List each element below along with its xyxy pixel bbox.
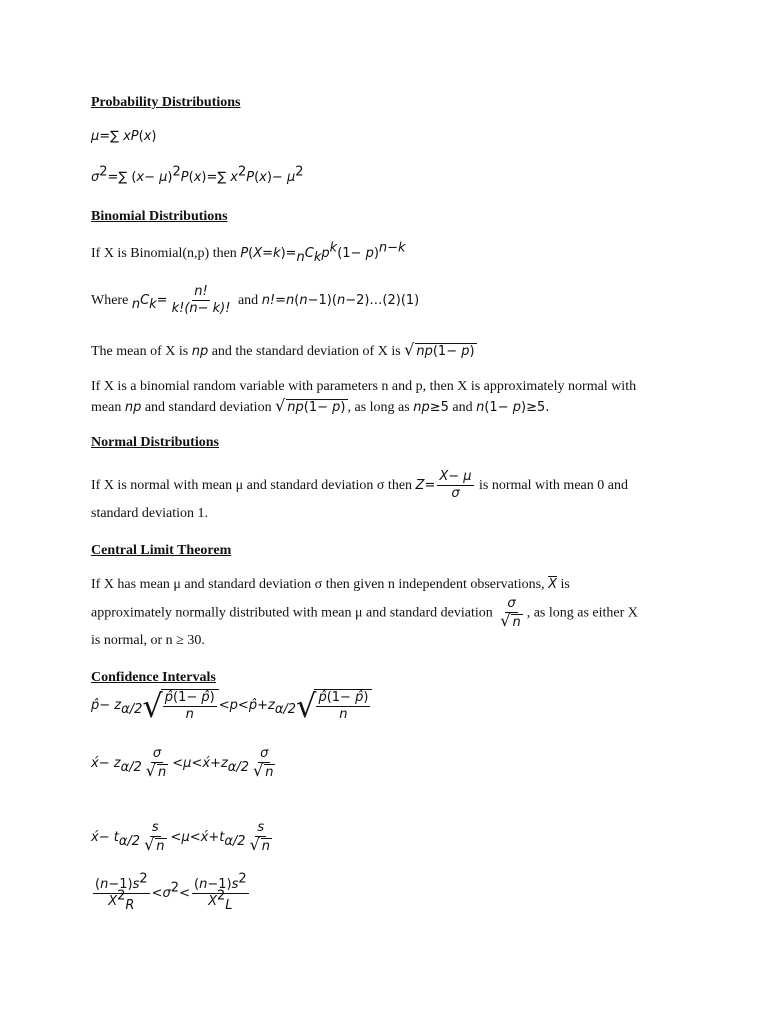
ci-proportion-formula: p̂− $z_{\alpha/2}√$ $\frac{p̂(1- p̂)}{n}$ $<p<p̂+z_{\alpha/2}√$ $\frac{p̂(1- p̂)}{n}$ xyxy=(91,686,372,726)
ci-mean-z-formula: x́− $z_{\alpha/2}$ $\frac{\sigma}{√ n}$ $<\mu<x́+z_{\alpha/2}$ $\frac{\sigma}{√ n}$ xyxy=(91,746,274,781)
clt-text-d: , as long as either X xyxy=(526,605,638,621)
normal-approx-line-2: mean np and standard deviation √ np(1− p) , as long as np≥5 and n(1− p)≥5. xyxy=(91,396,550,415)
approx-sd-text: and standard deviation xyxy=(144,400,272,415)
normal-text-b: is normal with mean 0 and xyxy=(479,478,628,493)
heading-binomial-distributions: Binomial Distributions xyxy=(91,209,228,224)
clt-line-2: approximately normally distributed with mean μ and standard deviation $\frac{\sigma}{√ n}$ , as long as either X xyxy=(91,596,638,630)
heading-confidence-intervals: Confidence Intervals xyxy=(91,670,216,685)
formula-variance: $\sigma^2=\sum$ $(x- \mu)^2P(x)=\sum$ $x^2P(x)- \mu^2$ xyxy=(91,164,304,185)
clt-text-a: If X has mean μ and standard deviation σ then given n independent observations, xyxy=(91,577,545,592)
where-text: Where xyxy=(91,293,129,308)
heading-central-limit-theorem: Central Limit Theorem xyxy=(91,543,232,558)
clt-text-c: approximately normally distributed with mean μ and standard deviation xyxy=(91,605,493,621)
clt-line-1: If X has mean μ and standard deviation σ then given n independent observations, $\overline{X}$ is xyxy=(91,577,570,592)
binomial-probability-line: If X is Binomial(n,p) then $P(X=k)=_nC_kp^k(1- p)^{n-k}$ xyxy=(91,240,406,265)
normal-line-1: If X is normal with mean μ and standard deviation σ then Z= $\frac{X- \mu}{\sigma}$ is normal with mean 0 and xyxy=(91,469,628,502)
sd-text: and the standard deviation of X is xyxy=(211,344,401,359)
clt-line-3: is normal, or n ≥ 30. xyxy=(91,633,205,648)
and-text: and xyxy=(237,293,259,308)
binomial-if-text: If X is Binomial(n,p) then xyxy=(91,246,237,261)
approx-mean-text: mean xyxy=(91,400,122,415)
heading-normal-distributions: Normal Distributions xyxy=(91,435,219,450)
ci-variance-formula: $\frac{(n-1)s^2}{X^2_R}$ $<\sigma^2<$ $\frac{(n-1)s^2}{X^2_L}$ xyxy=(95,871,247,914)
normal-approx-line-1: If X is a binomial random variable with parameters n and p, then X is approximately normal with xyxy=(91,379,637,394)
clt-text-b: is xyxy=(560,577,570,592)
ci-mean-t-formula: x́− $t_{\alpha/2}$ $\frac{s}{√ n}$ $<\mu<x́+t_{\alpha/2}$ $\frac{s}{√ n}$ xyxy=(91,820,271,855)
combination-definition-line: Where $_nC_k=$ $\frac{n!}{k!(n- k)!}$ and n!=n(n−1)(n−2)…(2)(1) xyxy=(91,284,420,317)
normal-text-a: If X is normal with mean μ and standard deviation σ then xyxy=(91,478,413,493)
normal-line-2: standard deviation 1. xyxy=(91,506,209,521)
binomial-mean-sd-line: The mean of X is np and the standard deviation of X is √ np(1− p) xyxy=(91,340,475,359)
heading-probability-distributions: Probability Distributions xyxy=(91,95,241,110)
approx-aslong-text: , as long as xyxy=(347,400,410,415)
approx-and-text: and xyxy=(452,400,473,415)
mean-text: The mean of X is xyxy=(91,344,189,359)
formula-mean: μ=∑ xP(x) xyxy=(91,129,157,144)
